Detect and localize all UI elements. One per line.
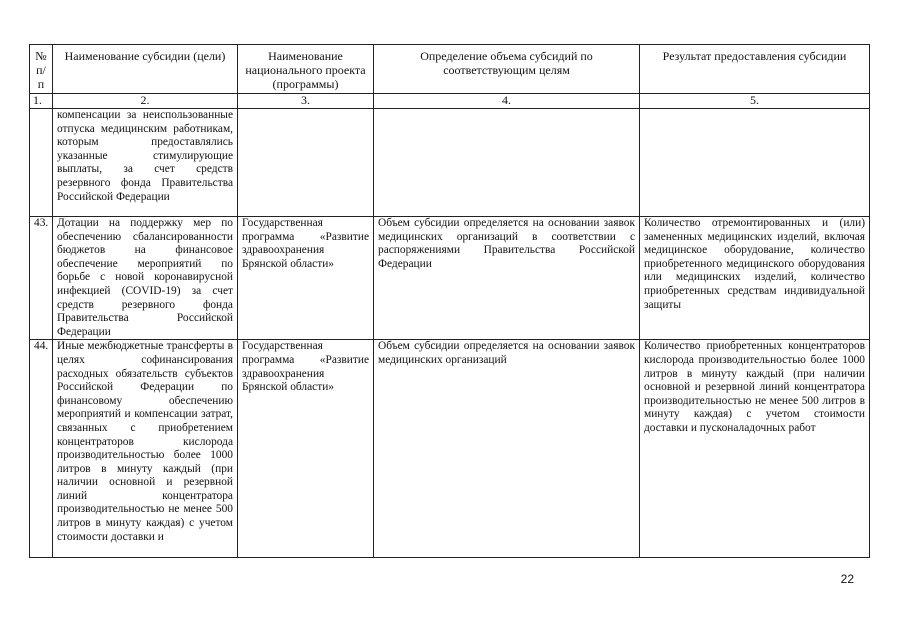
- project-name: [238, 109, 374, 217]
- subsidy-name: компенсации за неиспользованные отпуска медицинским работникам, которым предоставлялись указанные стимулирующие выплаты, за счет средств резервного фонда Правительства Российской Федерации: [53, 109, 238, 217]
- table-row: [30, 109, 870, 217]
- header-name: Наименование субсидии (цели): [53, 45, 238, 94]
- row-number: 44.: [30, 340, 53, 558]
- project-name: Государственная программа «Развитие здравоохранения Брянской области»: [238, 340, 374, 558]
- header-row: [30, 45, 870, 94]
- page-number: 22: [840, 572, 854, 586]
- column-number: 3.: [238, 94, 374, 109]
- column-number: 1.: [30, 94, 53, 109]
- subsidy-name: Дотации на поддержку мер по обеспечению сбалансированности бюджетов на финансовое обеспечение мероприятий по борьбе с новой коронавирусной инфекцией (COVID-19) за счет средств резервного фонда Правительства Российской Федерации: [53, 217, 238, 340]
- subsidy-result: Количество отремонтированных и (или) замененных медицинских изделий, включая медицинское оборудование, количество приобретенного медицинского оборудования или медицинских изделий, количество приобретенных средствам индивидуальной защиты: [640, 217, 870, 340]
- subsidy-result: Количество приобретенных концентраторов кислорода производительностью более 1000 литров в минуту каждый (при наличии основной и резервной линий концентратора производительностью не менее 500 литров в минуту каждая) с учетом стоимости доставки и пусконаладочных работ: [640, 340, 870, 558]
- project-name: Государственная программа «Развитие здравоохранения Брянской области»: [238, 217, 374, 340]
- column-number: 2.: [53, 94, 238, 109]
- subsidy-table: [29, 44, 870, 558]
- row-number: 43.: [30, 217, 53, 340]
- row-number: [30, 109, 53, 217]
- subsidy-result: [640, 109, 870, 217]
- column-number: 4.: [374, 94, 640, 109]
- volume-definition: Объем субсидии определяется на основании заявок медицинских организаций в соответствии с распоряжениями Правительства Российской Федерации: [374, 217, 640, 340]
- header-definition: Определение объема субсидий по соответствующим целям: [374, 45, 640, 94]
- volume-definition: Объем субсидии определяется на основании заявок медицинских организаций: [374, 340, 640, 558]
- table-row: [30, 217, 870, 340]
- header-num: № п/п: [30, 45, 53, 94]
- header-result: Результат предоставления субсидии: [640, 45, 870, 94]
- table-row: [30, 340, 870, 558]
- column-number-row: [30, 94, 870, 109]
- header-project: Наименование национального проекта (программы): [238, 45, 374, 94]
- volume-definition: [374, 109, 640, 217]
- column-number: 5.: [640, 94, 870, 109]
- subsidy-name: Иные межбюджетные трансферты в целях софинансирования расходных обязательств субъектов Российской Федерации по финансовому обеспечению мероприятий и компенсации затрат, связанных с приобретением концентраторов кислорода производительностью более 1000 литров в минуту каждый (при наличии основной и резервной линий концентратора производительностью не менее 500 литров в минуту каждая) с учетом стоимости доставки и: [53, 340, 238, 558]
